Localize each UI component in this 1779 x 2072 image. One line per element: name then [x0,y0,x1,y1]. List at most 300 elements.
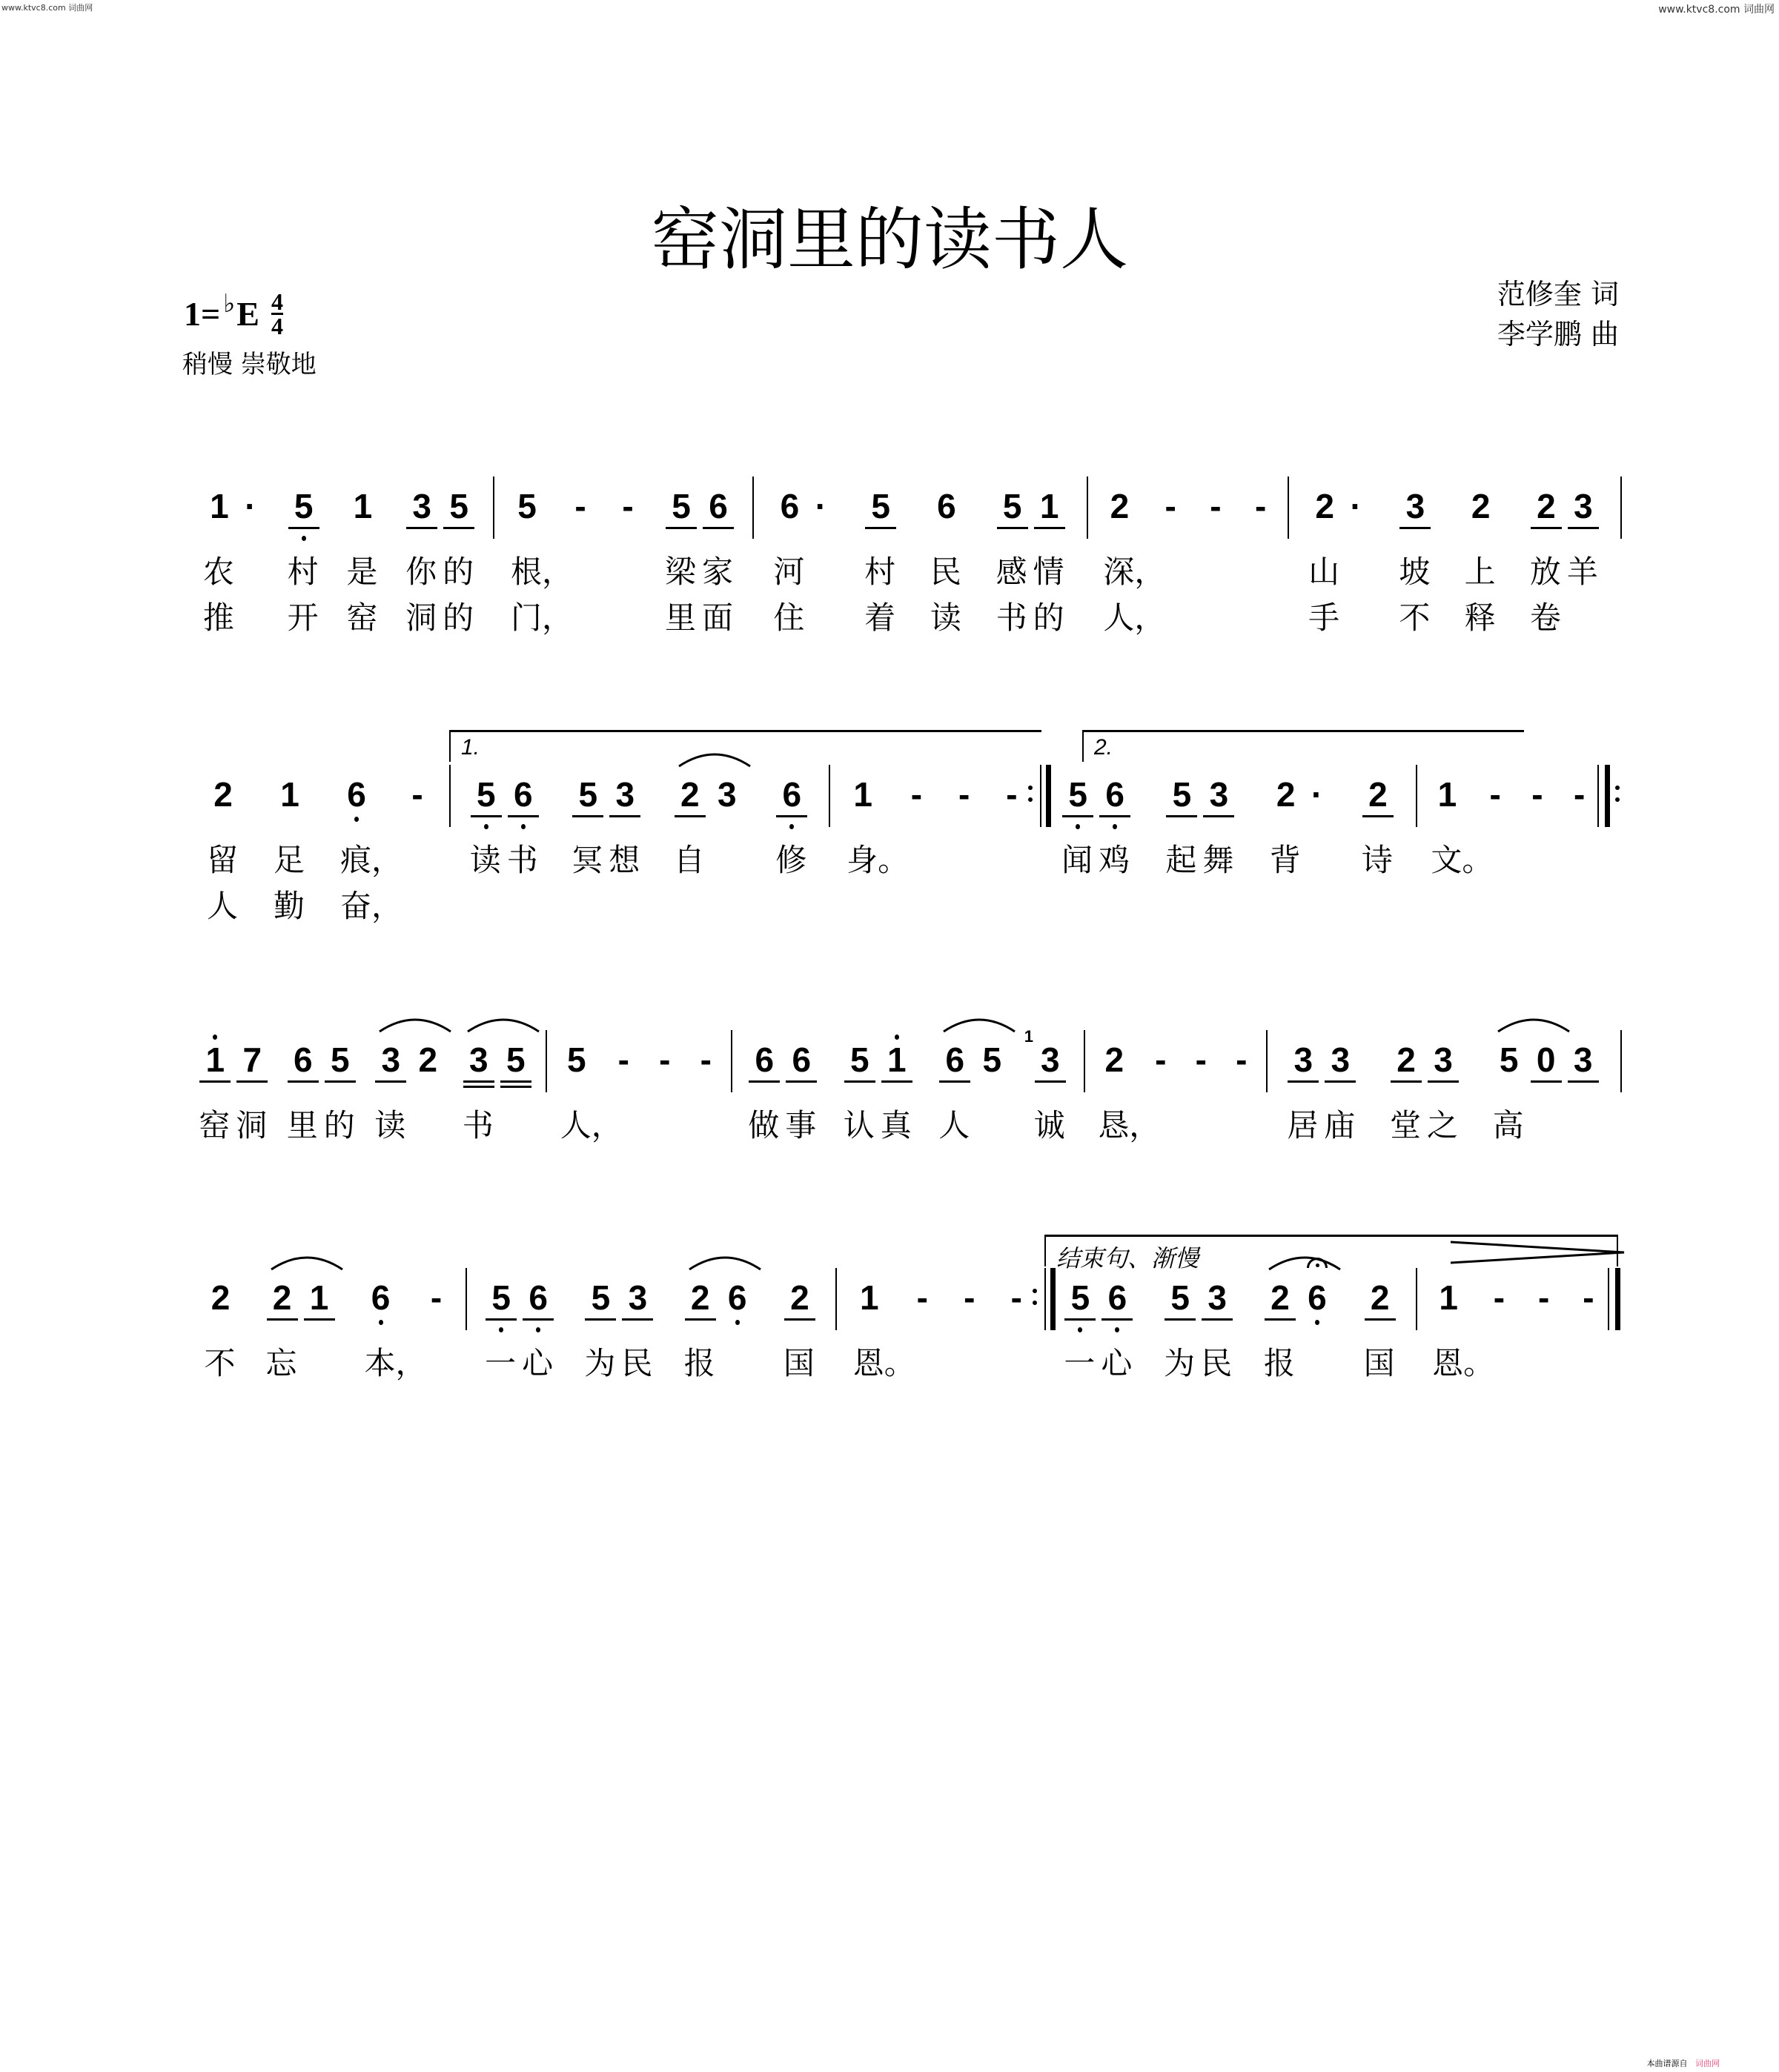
beat-group [1158,477,1183,536]
note-digit: 5 [330,1040,350,1079]
note-digit: 3 [615,775,635,814]
score-row [0,1027,1779,1143]
note-digit: 1 [853,775,872,814]
lyric-verse-2: 住 [773,600,805,636]
beat-group [1462,477,1500,636]
note-digit: 5 [578,775,598,814]
beat-group [851,1268,915,1381]
note-digit: 3 [468,1040,488,1079]
beat-group [558,1030,623,1143]
note [440,477,477,636]
source-note [1647,2057,1720,2069]
beat-group [1525,765,1550,824]
note [1061,1268,1099,1381]
lyric-verse-1: 背 [1269,842,1301,878]
beat-group [196,1030,271,1143]
note [709,765,746,824]
thick-barline [1615,1268,1620,1330]
note-digit: - [1537,1278,1550,1317]
beat-group [841,1030,915,1143]
note-digit: 2 [418,1040,438,1079]
dash-note [910,1268,935,1327]
note [862,477,899,636]
note [1163,765,1200,878]
note-digit: 3 [1209,775,1229,814]
lyric-verse-1: 民 [621,1345,653,1381]
beat-group [1268,765,1330,878]
lyric-verse-1: 民 [1201,1345,1233,1381]
lyric-verse-1: 上 [1464,554,1496,590]
low-octave-dot-icon [354,817,359,822]
low-octave-dot-icon [521,824,526,829]
lyric-verse-1: 认 [843,1107,875,1143]
lyric-verse-1: 之 [1426,1107,1458,1143]
note-digit: · [1350,487,1362,525]
note [1200,765,1237,878]
source-label: 本曲谱源自 [1646,2059,1688,2068]
lyric-verse-1: 留 [207,842,239,878]
note [663,477,700,636]
note [936,1030,973,1143]
note [619,1268,656,1381]
lyric-verse-1: 深， [1103,554,1166,590]
watermark-left: www.ktvc8.com 词曲网 [1,3,93,13]
note-digit: 5 [1172,775,1192,814]
dash-note [1158,477,1183,536]
note-digit: 5 [1170,1278,1190,1317]
barline [1620,1030,1622,1092]
augmentation-dot [1305,765,1330,824]
lyric-verse-2: 书 [995,600,1027,636]
lyric-verse-2: 的 [443,600,474,636]
lyric-verse-2: 人 [207,888,239,924]
beat-group [1188,1030,1213,1089]
decrescendo-hairpin [1449,1239,1627,1269]
lyric-verse-2: 读 [930,600,961,636]
lyric-verse-1: 洞 [236,1107,268,1143]
lyric-verse-1: 民 [930,554,961,590]
beat-group [372,1030,446,1143]
note [928,477,965,636]
note-digit: 5 [566,1040,586,1079]
note [1528,1030,1565,1089]
note-digit: 3 [1574,487,1593,525]
beat-group [264,1268,338,1381]
lyric-verse-2: 手 [1308,600,1340,636]
beat-group [1362,1268,1399,1381]
note-digit: 2 [1110,487,1130,525]
lyric-verse-1: 的 [443,554,474,590]
beat-group [1531,1268,1557,1327]
lyric-verse-1: 做 [748,1107,780,1143]
note-digit: 5 [849,1040,869,1079]
high-octave-dot-icon [895,1035,899,1040]
note [483,1268,520,1381]
lyric-verse-2: 窑 [346,600,378,636]
note-digit: 2 [1271,1278,1290,1317]
note [508,477,574,636]
note-digit: - [964,1278,975,1317]
beat-group [952,765,977,824]
note-digit: 5 [476,775,496,814]
lyric-verse-1: 放 [1529,554,1561,590]
dash-note [615,477,640,536]
note-digit: 2 [211,1278,231,1317]
note [403,477,440,636]
note [1099,1268,1136,1381]
song-title: 窑洞里的读书人 [650,200,1128,279]
beat-group [936,1030,1010,1143]
note-digit: · [245,487,256,525]
lyric-verse-1: 自 [673,842,705,878]
slur-icon [688,1252,762,1271]
measure [752,477,1087,636]
beat-group [205,765,242,924]
beat-group [569,765,643,878]
volta-first-label: 1. [461,735,480,760]
slur-icon [466,1014,540,1033]
augmentation-dot [238,477,263,536]
note [1024,1027,1069,1143]
note [841,1030,878,1143]
lyric-verse-1: 是 [346,554,378,590]
note-digit: - [622,487,634,525]
beat-group [1024,1027,1069,1143]
note [520,1268,557,1381]
note-digit: 2 [1370,1278,1390,1317]
beat-group [285,477,322,636]
note-digit: 6 [513,775,533,814]
note-digit: - [1006,775,1018,814]
lyric-verse-1: 窑 [199,1107,231,1143]
dash-note [693,1030,718,1089]
beat-group [773,765,810,878]
dash-note [1248,477,1273,536]
watermark-site: www.ktvc8.com [1658,4,1740,16]
beat-group [611,1030,636,1089]
low-octave-dot-icon [1115,1327,1119,1332]
note-digit: 5 [672,487,691,525]
lyric-verse-2: 着 [864,600,896,636]
note-digit: - [1254,487,1267,525]
lyric-verse-1: 起 [1165,842,1197,878]
lyric-verse-1: 村 [864,554,896,590]
low-octave-dot-icon [302,536,306,541]
lyric-verse-1: 家 [702,554,734,590]
note-digit: 5 [871,487,890,525]
low-octave-dot-icon [1076,824,1080,829]
note [1306,477,1343,636]
note-digit: - [1195,1040,1207,1079]
note [994,477,1031,636]
note-digit: 6 [792,1040,812,1079]
note-digit: 2 [213,775,233,814]
note-digit: 3 [1207,1278,1227,1317]
measure [185,1030,546,1143]
beat-group [746,1030,820,1143]
measure [1084,1030,1266,1143]
lyric-verse-1: 河 [773,554,805,590]
beat-group [682,1268,756,1381]
lyric-verse-1: 恩。 [852,1345,915,1381]
note [1322,1030,1359,1143]
dash-note [424,1268,449,1327]
note [344,477,381,636]
lyric-verse-1: 堂 [1389,1107,1421,1143]
lyric-verse-1: 你 [405,554,437,590]
beat-group [362,1268,427,1381]
note [1491,1030,1528,1143]
note-digit: 6 [347,775,366,814]
dash-note [999,765,1024,824]
beat-group [994,477,1068,636]
dash-note [1531,1268,1557,1327]
note-digit: - [1165,487,1176,525]
beat-group [468,765,542,878]
note [271,765,308,924]
note-digit: 2 [1315,487,1334,525]
beat-group [1004,1268,1029,1327]
measure [493,477,752,636]
beat-group [202,1268,239,1381]
watermark-right [1658,1,1775,16]
lyric-verse-1: 事 [785,1107,817,1143]
note-digit: 1 [1437,775,1457,814]
note [1425,1030,1462,1143]
beat-group [1162,1268,1236,1381]
dash-note [1148,1030,1173,1089]
score-row [0,765,1779,924]
note-digit: 1 [210,487,229,525]
lyric-verse-1: 根， [511,554,574,590]
note [205,765,242,924]
dash-note [1525,765,1550,824]
note [1565,477,1602,590]
lyricist-credit: 范修奎 词 [1497,278,1619,311]
beat-group [1567,765,1592,824]
note-digit: 6 [709,487,728,525]
grace-note: 1 [1024,1027,1033,1046]
barline [1597,765,1599,827]
note-digit: 2 [690,1278,710,1317]
slur-icon [942,1014,1016,1033]
note-digit: 3 [412,487,431,525]
note-digit: 6 [780,487,800,525]
note-digit: - [430,1278,443,1317]
note-digit: · [815,487,827,525]
beat-group [844,765,910,878]
beat-group [483,1268,557,1381]
time-signature [271,290,283,337]
lyric-verse-1: 国 [1363,1345,1395,1381]
lyric-verse-2: 奋， [340,888,403,924]
note-digit: 5 [982,1040,1002,1079]
measure [1044,1268,1416,1381]
key-signature [184,290,283,337]
lyric-verse-2: 人， [1103,600,1166,636]
note [973,1030,1010,1089]
lyric-verse-1: 人 [938,1107,970,1143]
note-digit: 1 [1039,487,1059,525]
note-digit: - [1573,775,1586,814]
note [1096,1030,1161,1143]
ending-label: 结束句、渐慢 [1056,1245,1199,1272]
note-digit: 1 [205,1040,225,1079]
note-digit: 3 [1573,1040,1593,1079]
note [771,477,808,636]
lyric-verse-1: 心 [1101,1345,1133,1381]
note [844,765,910,878]
lyric-verse-1: 冥 [572,842,603,878]
lyric-verse-1: 舞 [1202,842,1234,878]
beat-group [928,477,965,636]
lyric-verse-1: 文。 [1431,842,1494,878]
lyric-verse-2: 门， [511,600,574,636]
note [362,1268,427,1381]
note-digit: 1 [280,775,299,814]
dash-note [1482,765,1508,824]
note [569,765,606,878]
lyric-verse-1: 人， [560,1107,623,1143]
beat-group [424,1268,449,1327]
repeat-dots-icon [1028,765,1033,809]
beat-group [1576,1268,1601,1327]
lyric-verse-1: 诗 [1361,842,1393,878]
dash-note [952,765,977,824]
note [1428,765,1494,878]
beat-group [1306,477,1368,636]
volta-first [449,730,1041,762]
note [285,477,322,636]
beat-group [1059,765,1133,878]
note-digit: · [1311,775,1323,814]
lyric-verse-2: 释 [1464,600,1496,636]
lyric-verse-1: 报 [1263,1345,1295,1381]
augmentation-dot [1343,477,1368,536]
note [1430,1268,1495,1381]
beat-group [460,1030,534,1143]
lyric-verse-1: 国 [783,1345,815,1381]
note [1268,765,1305,878]
note-digit: 1 [859,1278,879,1317]
low-octave-dot-icon [1113,824,1117,829]
note [700,477,737,636]
dash-note [405,765,430,824]
beat-group [1285,1030,1359,1143]
note-digit: 6 [371,1278,391,1317]
lyric-verse-1: 恳， [1098,1107,1161,1143]
beat-group [1486,1268,1511,1327]
note-digit: 2 [272,1278,292,1317]
measure [449,765,829,878]
beat-group [615,477,640,536]
lyric-verse-1: 村 [287,554,319,590]
time-bottom: 4 [271,313,283,339]
note-digit: 5 [491,1278,511,1317]
beat-group [1388,1030,1462,1143]
lyric-verse-1: 读 [469,842,501,878]
flat-icon: ♭ [223,290,236,318]
lyric-verse-1: 报 [683,1345,715,1381]
note-digit: 1 [887,1040,907,1079]
note-digit: - [574,487,586,525]
note [558,1030,623,1143]
dash-note [904,765,929,824]
volta-second-label: 2. [1094,735,1113,760]
lyric-verse-1: 痕， [340,842,403,878]
note-digit: 5 [1070,1278,1090,1317]
note [1199,1268,1236,1381]
note-digit: 2 [1397,1040,1416,1079]
note-digit: 6 [727,1278,747,1317]
lyric-verse-2: 洞 [405,600,437,636]
note-digit: 7 [242,1040,262,1079]
lyric-verse-1: 一 [485,1345,517,1381]
note-digit: - [1236,1040,1248,1079]
dash-note [957,1268,982,1327]
note [233,1030,271,1143]
note-digit: 5 [1068,775,1087,814]
beat-group [910,1268,935,1327]
source-brand: 词曲网 [1695,2059,1720,2068]
dash-note [611,1030,636,1089]
lyric-verse-1: 庙 [1324,1107,1356,1143]
lyric-verse-1: 居 [1287,1107,1319,1143]
lyric-verse-1: 不 [204,1345,236,1381]
lyric-verse-2: 里 [665,600,697,636]
note-digit: - [1155,1040,1167,1079]
measure [1288,477,1620,636]
note-digit: 2 [1471,487,1491,525]
note-digit: - [1010,1278,1022,1317]
note-digit: - [411,775,423,814]
note [1299,1268,1336,1327]
note-digit: 3 [1405,487,1425,525]
lyric-verse-1: 农 [202,554,234,590]
note-digit: 1 [1439,1278,1458,1317]
low-octave-dot-icon [1315,1320,1319,1325]
note-digit: 3 [1293,1040,1313,1079]
beat-group [693,1030,718,1089]
note [1262,1268,1299,1381]
beat-group [1101,477,1166,636]
lyric-verse-1: 情 [1033,554,1064,590]
beat-group [862,477,899,636]
lyric-verse-1: 身。 [847,842,910,878]
note-digit: 6 [293,1040,313,1079]
lyric-verse-1: 闻 [1061,842,1093,878]
composer-credit: 李学鹏 曲 [1497,318,1619,351]
low-octave-dot-icon [379,1320,383,1325]
note-digit: - [1531,775,1543,814]
note-digit: 5 [294,487,314,525]
note-digit: 3 [1331,1040,1351,1079]
measure [185,477,493,636]
barline [1608,1268,1609,1330]
note-digit: 2 [1104,1040,1124,1079]
measure [829,765,1040,878]
repeat-dots-icon [1615,765,1620,809]
low-octave-dot-icon [499,1327,503,1332]
lyric-verse-1: 羊 [1566,554,1598,590]
note [201,477,238,636]
dash-note [1004,1268,1029,1327]
note [285,1030,322,1143]
beat-group [904,765,929,824]
note [372,1030,409,1143]
note [1059,765,1096,878]
lyric-verse-1: 里 [286,1107,318,1143]
